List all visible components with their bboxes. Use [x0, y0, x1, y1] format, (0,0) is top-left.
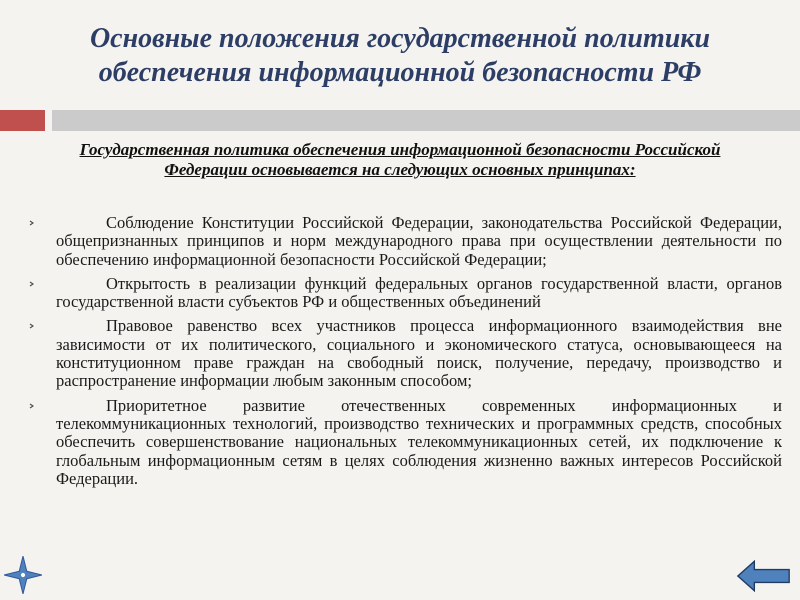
slide-title-line-1: Основные положения государственной политики: [89, 23, 711, 54]
principle-item-2: [0, 275, 800, 312]
chevron-right-icon: [29, 281, 35, 287]
principle-item-3: [0, 317, 800, 390]
chevron-right-icon: [29, 403, 35, 409]
title-divider-bar: [52, 110, 800, 131]
back-button[interactable]: [736, 559, 791, 593]
slide-title-line-2: обеспечения информационной безопасности РФ: [98, 57, 702, 88]
four-point-star-icon: [4, 556, 42, 594]
slide-content: [0, 140, 800, 494]
chevron-right-icon: [29, 220, 35, 226]
principle-item-text: Соблюдение Конституции Российской Федерации, законодательства Российской Федерации, общепризнанных принципов и норм международного права при осуществлении деятельности по обеспечению информационной безопасности Российской Федерации;: [56, 213, 782, 269]
principle-item-text: Открытость в реализации функций федеральных органов государственной власти, органов государственной власти субъектов РФ и общественных объединений: [56, 273, 782, 312]
principles-heading: Государственная политика обеспечения информационной безопасности Российской Федерации основывается на следующих основных принципах:: [79, 140, 721, 179]
principle-item-text: Приоритетное развитие отечественных современных информационных и телекоммуникационных технологий, производство технических и программных средств, способных обеспечить совершенствование национальных телекоммуникационных сетей, их подключение к глобальным информационным сетям в целях соблюдения жизненно важных интересов Российской Федерации.: [56, 395, 782, 488]
title-divider-accent: [0, 110, 45, 131]
principles-list: [0, 214, 800, 488]
principle-item-text: Правовое равенство всех участников процесса информационного взаимодействия вне зависимости от их политического, социального и экономического статуса, основывающееся на конституционном праве граждан на свободный поиск, получение, передачу, производство и распространение информации любым законным способом;: [56, 316, 782, 391]
chevron-right-icon: [29, 323, 35, 329]
principle-item-1: [0, 214, 800, 269]
principle-item-4: [0, 397, 800, 488]
slide-title: [0, 22, 800, 90]
